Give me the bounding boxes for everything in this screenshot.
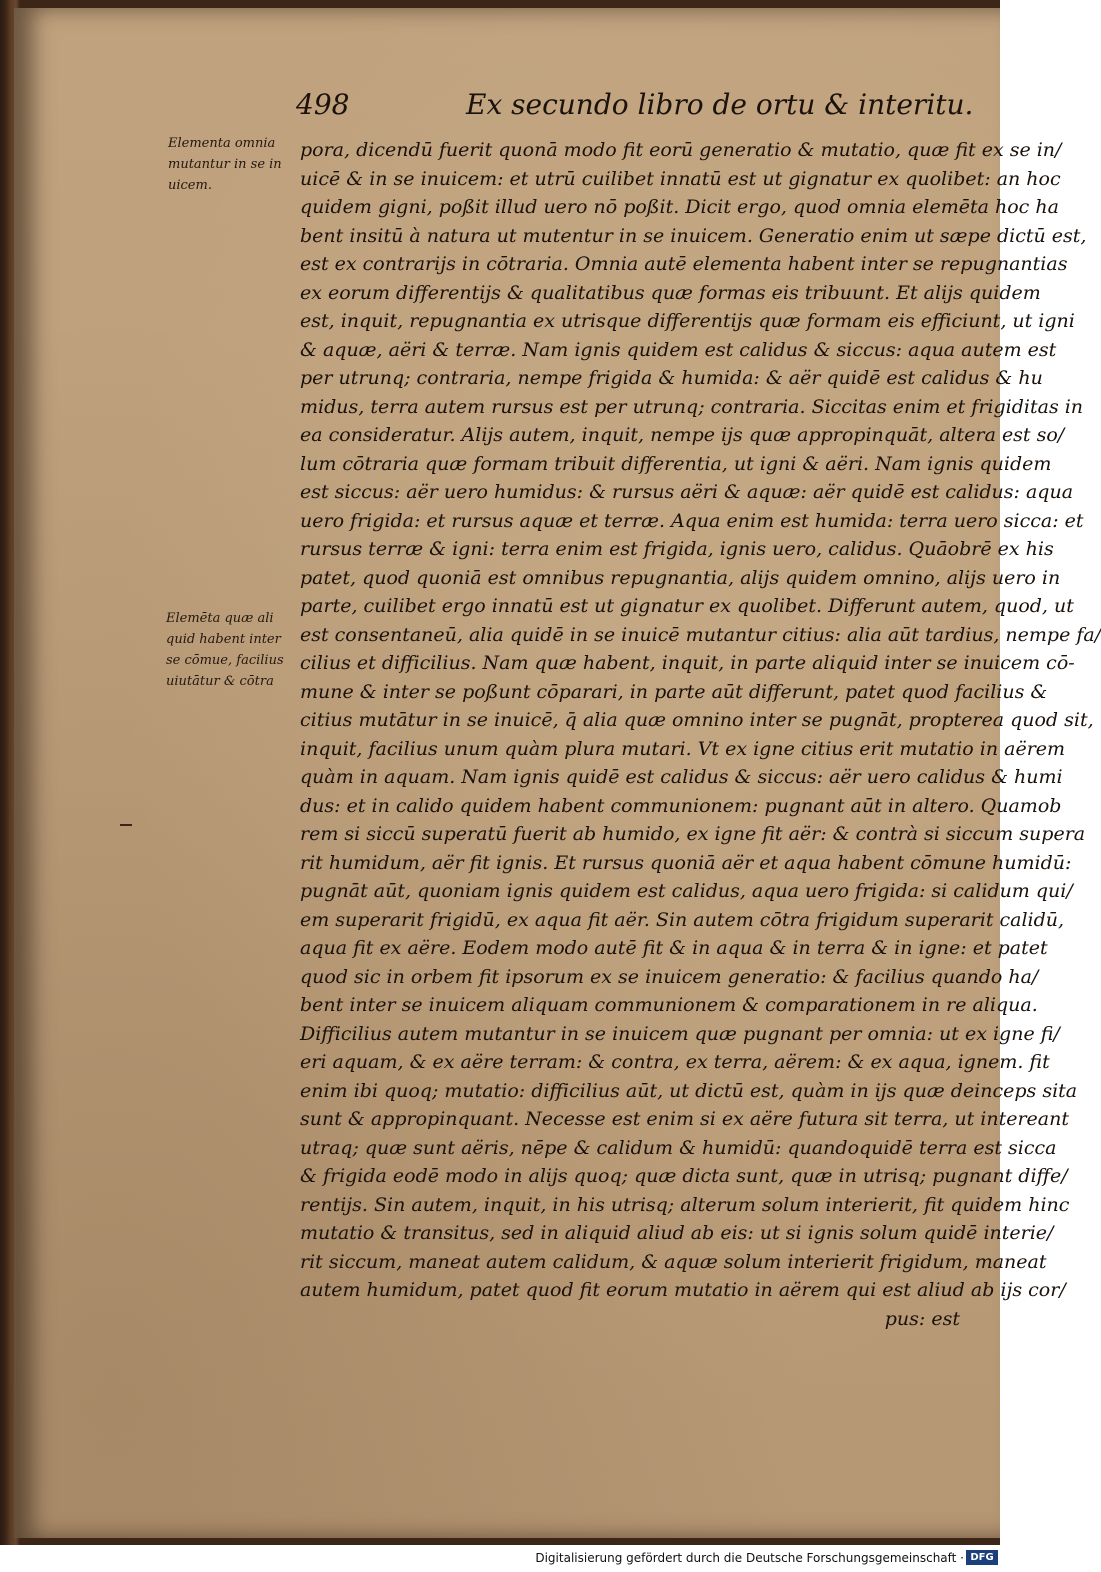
marginal-line: uiutātur & cōtra — [166, 674, 274, 689]
text-line: est, inquit, repugnantia ex utrisque differentijs quæ formam eis efficiunt, ut igni — [300, 310, 1075, 332]
text-line: est consentaneū, alia quidē in se inuicē mutantur citius: alia aūt tardius, nempe fa/ — [300, 623, 1101, 646]
text-line: dus: et in calido quidem habent communionem: pugnant aūt in altero. Quamob — [300, 794, 1062, 817]
marginal-note — [168, 133, 282, 196]
text-line: quidem gigni, poßit illud uero nō poßit. Dicit ergo, quod omnia elemēta hoc ha — [300, 196, 1059, 218]
text-line: rem si siccū superatū fuerit ab humido, ex igne fit aër: & contrà si siccum supera — [300, 823, 1086, 845]
marginal-line: mutantur in se in — [168, 157, 282, 172]
dfg-logo: DFG — [966, 1550, 998, 1565]
funding-credit: Digitalisierung gefördert durch die Deutsche Forschungsgemeinschaft · — [535, 1551, 964, 1565]
page-number: 498 — [296, 88, 350, 121]
text-line: inquit, facilius unum quàm plura mutari. Vt ex igne citius erit mutatio in aërem — [300, 737, 1066, 760]
text-line: quod sic in orbem fit ipsorum ex se inuicem generatio: & facilius quando ha/ — [300, 965, 1039, 988]
body-text — [300, 136, 1101, 1333]
running-title: Ex secundo libro de ortu & interitu. — [466, 88, 974, 121]
text-line: uero frigida: et rursus aquæ et terræ. Aqua enim est humida: terra uero sicca: et — [300, 509, 1084, 532]
margin-mark — [120, 824, 132, 826]
running-head — [296, 88, 986, 128]
text-line: rit siccum, maneat autem calidum, & aquæ solum interierit frigidum, maneat — [300, 1250, 1047, 1273]
text-line: autem humidum, patet quod fit eorum mutatio in aërem qui est aliud ab ijs cor/ — [300, 1279, 1066, 1301]
text-line: bent insitū à natura ut mutentur in se inuicem. Generatio enim ut sæpe dictū est, — [300, 224, 1087, 247]
text-line: patet, quod quoniā est omnibus repugnantia, alijs quidem omnino, alijs uero in — [300, 566, 1061, 589]
footer-bar — [0, 1545, 1000, 1572]
catchword: pus: est — [884, 1307, 960, 1330]
text-line: pugnāt aūt, quoniam ignis quidem est calidus, aqua uero frigida: si calidum qui/ — [300, 880, 1073, 902]
text-line: per utrunq; contraria, nempe frigida & humida: & aër quidē est calidus & hu — [300, 367, 1043, 389]
text-line: est ex contrarijs in cōtraria. Omnia autē elementa habent inter se repugnantias — [300, 253, 1068, 275]
text-line: & frigida eodē modo in alijs quoq; quæ dicta sunt, quæ in utrisq; pugnant diffe/ — [300, 1165, 1068, 1187]
text-line: bent inter se inuicem aliquam communionem & comparationem in re aliqua. — [300, 994, 1038, 1016]
text-line: uicē & in se inuicem: et utrū cuilibet innatū est ut gignatur ex quolibet: an hoc — [300, 167, 1061, 190]
text-line: quàm in aquam. Nam ignis quidē est calidus & siccus: aër uero calidus & humi — [300, 766, 1063, 788]
text-line: utraq; quæ sunt aëris, nēpe & calidum & humidū: quandoquidē terra est sicca — [300, 1136, 1057, 1159]
marginal-line: se cōmue, facilius — [166, 653, 284, 668]
text-line: rit humidum, aër fit ignis. Et rursus quoniā aër et aqua habent cōmune humidū: — [300, 851, 1072, 874]
text-line: Difficilius autem mutantur in se inuicem quæ pugnant per omnia: ut ex igne fi/ — [300, 1022, 1060, 1045]
text-line: pora, dicendū fuerit quonā modo fit eorū generatio & mutatio, quæ fit ex se in/ — [300, 139, 1062, 161]
text-line: em superarit frigidū, ex aqua fit aër. Sin autem cōtra frigidum superarit calidū, — [300, 908, 1065, 931]
text-line: sunt & appropinquant. Necesse est enim si ex aëre futura sit terra, ut intereant — [300, 1108, 1069, 1130]
marginal-line: quid habent inter — [166, 632, 281, 647]
text-line: & aquæ, aëri & terræ. Nam ignis quidem est calidus & siccus: aqua autem est — [300, 338, 1057, 361]
text-line: citius mutātur in se inuicē, q̄ alia quæ omnino inter se pugnāt, propterea quod sit, — [300, 709, 1094, 731]
marginal-line: Elemēta quæ ali — [166, 611, 274, 626]
marginal-line: uicem. — [168, 178, 212, 193]
text-line: est siccus: aër uero humidus: & rursus aëri & aquæ: aër quidē est calidus: aqua — [300, 481, 1074, 503]
text-line: cilius et difficilius. Nam quæ habent, inquit, in parte aliquid inter se inuicem cō- — [300, 652, 1075, 674]
text-line: mune & inter se poßunt cōparari, in parte aūt differunt, patet quod facilius & — [300, 680, 1048, 703]
text-line: rentijs. Sin autem, inquit, in his utrisq; alterum solum interierit, fit quidem hinc — [300, 1193, 1070, 1216]
text-line: midus, terra autem rursus est per utrunq; contraria. Siccitas enim et frigiditas in — [300, 395, 1084, 418]
text-line: ea consideratur. Alijs autem, inquit, nempe ijs quæ appropinquāt, altera est so/ — [300, 424, 1065, 446]
text-line: ex eorum differentijs & qualitatibus quæ formas eis tribuunt. Et alijs quidem — [300, 281, 1041, 304]
text-line: parte, cuilibet ergo innatū est ut gignatur ex quolibet. Differunt autem, quod, ut — [300, 595, 1074, 617]
text-line: aqua fit ex aëre. Eodem modo autē fit & in aqua & in terra & in igne: et patet — [300, 937, 1048, 959]
text-line: rursus terræ & igni: terra enim est frigida, ignis uero, calidus. Quāobrē ex his — [300, 538, 1054, 560]
marginal-note — [166, 608, 284, 692]
text-line: eri aquam, & ex aëre terram: & contra, ex terra, aërem: & ex aqua, ignem. fit — [300, 1051, 1050, 1073]
text-line: lum cōtraria quæ formam tribuit differentia, ut igni & aëri. Nam ignis quidem — [300, 452, 1052, 475]
marginal-line: Elementa omnia — [168, 136, 276, 151]
text-line: enim ibi quoq; mutatio: difficilius aūt, ut dictū est, quàm in ijs quæ deinceps sita — [300, 1079, 1078, 1102]
text-line: mutatio & transitus, sed in aliquid aliud ab eis: ut si ignis solum quidē interie/ — [300, 1222, 1054, 1244]
